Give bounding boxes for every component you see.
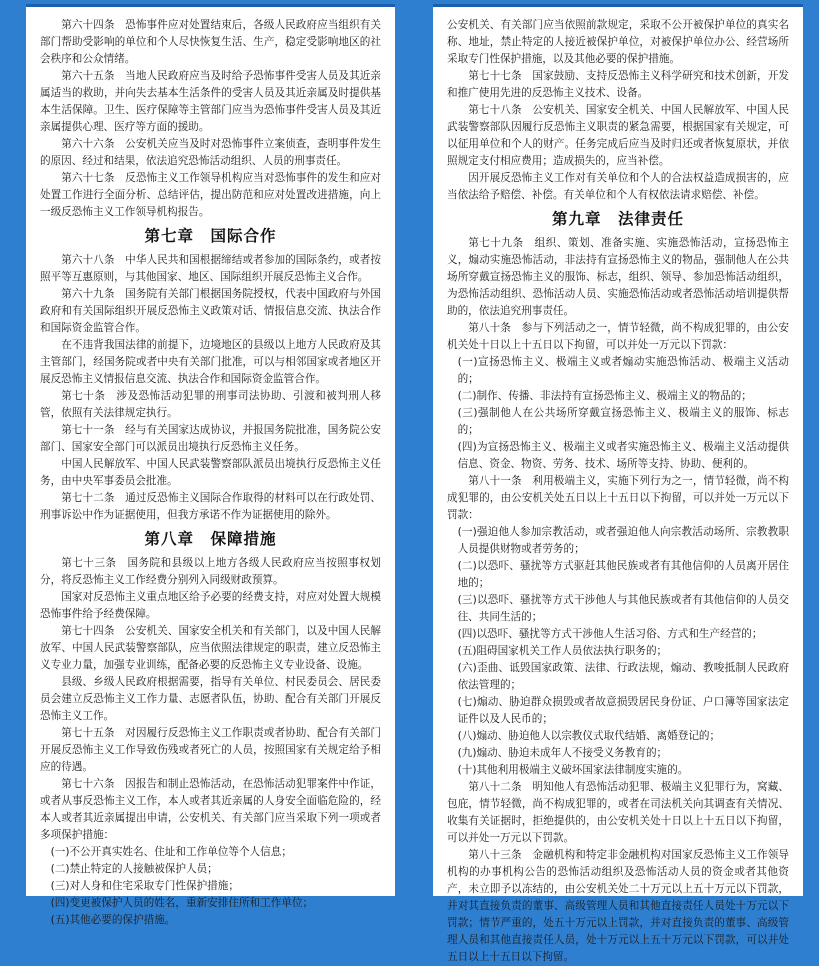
list-item: (二)禁止特定的人接触被保护人员； <box>50 863 218 875</box>
list-item: (一)强迫他人参加宗教活动，或者强迫他人向宗教活动场所、宗教教职人员提供财物或者劳务的； <box>457 526 789 555</box>
list-item: (二)以恐吓、骚扰等方式驱赶其他民族或者有其他信仰的人员离开居住地的； <box>457 560 789 589</box>
article-paragraph: 第六十九条 国务院有关部门根据国务院授权，代表中国政府与外国政府和有关国际组织开展反恐怖主义政策对话、情报信息交流、执法合作和国际资金监管合作。 <box>40 288 381 334</box>
list-item: (四)为宣扬恐怖主义、极端主义或者实施恐怖主义、极端主义活动提供信息、资金、物资、劳务、技术、场所等支持、协助、便利的。 <box>457 441 789 470</box>
article-paragraph: 第六十八条 中华人民共和国根据缔结或者参加的国际条约，或者按照平等互惠原则，与其他国家、地区、国际组织开展反恐怖主义合作。 <box>40 254 381 283</box>
article-paragraph: 第六十五条 当地人民政府应当及时给予恐怖事件受害人员及其近亲属适当的救助，并向失去基本生活条件的受害人员及其近亲属及时提供基本生活保障。卫生、医疗保障等主管部门应当为恐怖事件受害人员及其近亲属提供心理、医疗等方面的援助。 <box>40 70 381 133</box>
article-paragraph: 公安机关、有关部门应当依照前款规定，采取不公开被保护单位的真实名称、地址，禁止特定的人接近被保护单位，对被保护单位办公、经营场所采取专门性保护措施，以及其他必要的保护措施。 <box>447 19 789 65</box>
list-item: (五)其他必要的保护措施。 <box>50 914 176 926</box>
article-paragraph: 第六十六条 公安机关应当及时对恐怖事件立案侦查，查明事件发生的原因、经过和结果，依法追究恐怖活动组织、人员的刑事责任。 <box>40 138 381 167</box>
list-item: (一)不公开真实姓名、住址和工作单位等个人信息； <box>50 846 292 858</box>
article-paragraph: 第六十七条 反恐怖主义工作领导机构应当对恐怖事件的发生和应对处置工作进行全面分析、总结评估，提出防范和应对处置改进措施，向上一级反恐怖主义工作领导机构报告。 <box>40 172 381 218</box>
list-item: (四)变更被保护人员的姓名，重新安排住所和工作单位； <box>50 897 314 909</box>
article-paragraph: 因开展反恐怖主义工作对有关单位和个人的合法权益造成损害的，应当依法给予赔偿、补偿。有关单位和个人有权依法请求赔偿、补偿。 <box>447 172 789 201</box>
list-item: (三)以恐吓、骚扰等方式干涉他人与其他民族或者有其他信仰的人员交往、共同生活的； <box>457 594 789 623</box>
left-page-panel <box>26 4 395 926</box>
list-item: (五)阻碍国家机关工作人员依法执行职务的； <box>457 645 668 657</box>
article-paragraph: 第七十八条 公安机关、国家安全机关、中国人民解放军、中国人民武装警察部队因履行反恐怖主义职责的紧急需要，根据国家有关规定，可以征用单位和个人的财产。任务完成后应当及时归还或者恢复原状，并依照规定支付相应费用；造成损失的，应当补偿。 <box>447 104 789 167</box>
article-paragraph: 中国人民解放军、中国人民武装警察部队派员出境执行反恐怖主义任务，由中央军事委员会批准。 <box>40 458 381 487</box>
article-paragraph: 第七十九条 组织、策划、准备实施、实施恐怖活动，宣扬恐怖主义，煽动实施恐怖活动，非法持有宣扬恐怖主义的物品，强制他人在公共场所穿戴宣扬恐怖主义的服饰、标志，组织、领导、参加恐怖活动组织，为恐怖活动组织、恐怖活动人员、实施恐怖活动或者恐怖活动培训提供帮助的，依法追究刑事责任。 <box>447 237 789 317</box>
article-paragraph: 第八十三条 金融机构和特定非金融机构对国家反恐怖主义工作领导机构的办事机构公告的恐怖活动组织及恐怖活动人员的资金或者其他资产，未立即予以冻结的，由公安机关处二十万元以上五十万元以下罚款，并对其直接负责的董事、高级管理人员和其他直接责任人员处十万元以下罚款；情节严重的，处五十万元以上罚款，并对直接负责的董事、高级管理人员和其他直接责任人员，处十万元以上五十万元以下罚款，可以并处五日以上十五日以下拘留。 <box>447 849 789 963</box>
article-paragraph: 第八十一条 利用极端主义，实施下列行为之一，情节轻微，尚不构成犯罪的，由公安机关处五日以上十五日以下拘留，可以并处一万元以下罚款： <box>447 475 789 521</box>
list-item: (一)宣扬恐怖主义、极端主义或者煽动实施恐怖活动、极端主义活动的； <box>457 356 789 385</box>
list-item: (八)煽动、胁迫他人以宗教仪式取代结婚、离婚登记的； <box>457 730 721 742</box>
list-item: (七)煽动、胁迫群众损毁或者故意损毁居民身份证、户口簿等国家法定证件以及人民币的； <box>457 696 789 725</box>
list-item: (六)歪曲、诋毁国家政策、法律、行政法规，煽动、教唆抵制人民政府依法管理的； <box>457 662 789 691</box>
chapter-heading: 第八章 保障措施 <box>144 530 277 548</box>
article-paragraph: 第七十条 涉及恐怖活动犯罪的刑事司法协助、引渡和被判刑人移管，依照有关法律规定执行。 <box>40 390 381 419</box>
article-paragraph: 国家对反恐怖主义重点地区给予必要的经费支持，对应对处置大规模恐怖事件给予经费保障。 <box>40 591 381 620</box>
list-item: (三)对人身和住宅采取专门性保护措施； <box>50 880 239 892</box>
article-paragraph: 第七十二条 通过反恐怖主义国际合作取得的材料可以在行政处罚、刑事诉讼中作为证据使用，但我方承诺不作为证据使用的除外。 <box>40 492 381 521</box>
list-item: (四)以恐吓、骚扰等方式干涉他人生活习俗、方式和生产经营的； <box>457 628 763 640</box>
list-item: (二)制作、传播、非法持有宣扬恐怖主义、极端主义的物品的； <box>457 390 752 402</box>
article-paragraph: 在不违背我国法律的前提下，边境地区的县级以上地方人民政府及其主管部门，经国务院或者中央有关部门批准，可以与相邻国家或者地区开展反恐怖主义情报信息交流、执法合作和国际资金监管合作。 <box>40 339 381 385</box>
article-paragraph: 第六十四条 恐怖事件应对处置结束后，各级人民政府应当组织有关部门帮助受影响的单位和个人尽快恢复生活、生产，稳定受影响地区的社会秩序和公众情绪。 <box>40 19 381 65</box>
article-paragraph: 第七十三条 国务院和县级以上地方各级人民政府应当按照事权划分，将反恐怖主义工作经费分别列入同级财政预算。 <box>40 557 381 586</box>
chapter-heading: 第九章 法律责任 <box>551 210 684 228</box>
article-paragraph: 第七十一条 经与有关国家达成协议，并报国务院批准，国务院公安部门、国家安全部门可以派员出境执行反恐怖主义任务。 <box>40 424 381 453</box>
article-paragraph: 第八十二条 明知他人有恐怖活动犯罪、极端主义犯罪行为，窝藏、包庇，情节轻微，尚不构成犯罪的，或者在司法机关向其调查有关情况、收集有关证据时，拒绝提供的，由公安机关处十日以上十五日以下拘留，可以并处一万元以下罚款。 <box>447 781 789 844</box>
article-paragraph: 第七十七条 国家鼓励、支持反恐怖主义科学研究和技术创新，开发和推广使用先进的反恐怖主义技术、设备。 <box>447 70 789 99</box>
article-paragraph: 第七十四条 公安机关、国家安全机关和有关部门，以及中国人民解放军、中国人民武装警察部队，应当依照法律规定的职责，建立反恐怖主义专业力量，加强专业训练，配备必要的反恐怖主义专业设备、设施。 <box>40 625 381 671</box>
article-paragraph: 第八十条 参与下列活动之一，情节轻微，尚不构成犯罪的，由公安机关处十日以上十五日以下拘留，可以并处一万元以下罚款： <box>447 322 789 351</box>
chapter-heading: 第七章 国际合作 <box>144 227 277 245</box>
right-page-panel <box>433 4 803 963</box>
list-item: (三)强制他人在公共场所穿戴宣扬恐怖主义、极端主义的服饰、标志的； <box>457 407 789 436</box>
list-item: (十)其他利用极端主义破坏国家法律制度实施的。 <box>457 764 689 776</box>
article-paragraph: 第七十六条 因报告和制止恐怖活动，在恐怖活动犯罪案件中作证，或者从事反恐怖主义工作，本人或者其近亲属的人身安全面临危险的，经本人或者其近亲属提出申请，公安机关、有关部门应当采取下列一项或者多项保护措施： <box>40 778 381 841</box>
article-paragraph: 县级、乡级人民政府根据需要，指导有关单位、村民委员会、居民委员会建立反恐怖主义工作力量、志愿者队伍，协助、配合有关部门开展反恐怖主义工作。 <box>40 676 381 722</box>
list-item: (九)煽动、胁迫未成年人不接受义务教育的； <box>457 747 668 759</box>
article-paragraph: 第七十五条 对因履行反恐怖主义工作职责或者协助、配合有关部门开展反恐怖主义工作导致伤残或者死亡的人员，按照国家有关规定给予相应的待遇。 <box>40 727 381 773</box>
